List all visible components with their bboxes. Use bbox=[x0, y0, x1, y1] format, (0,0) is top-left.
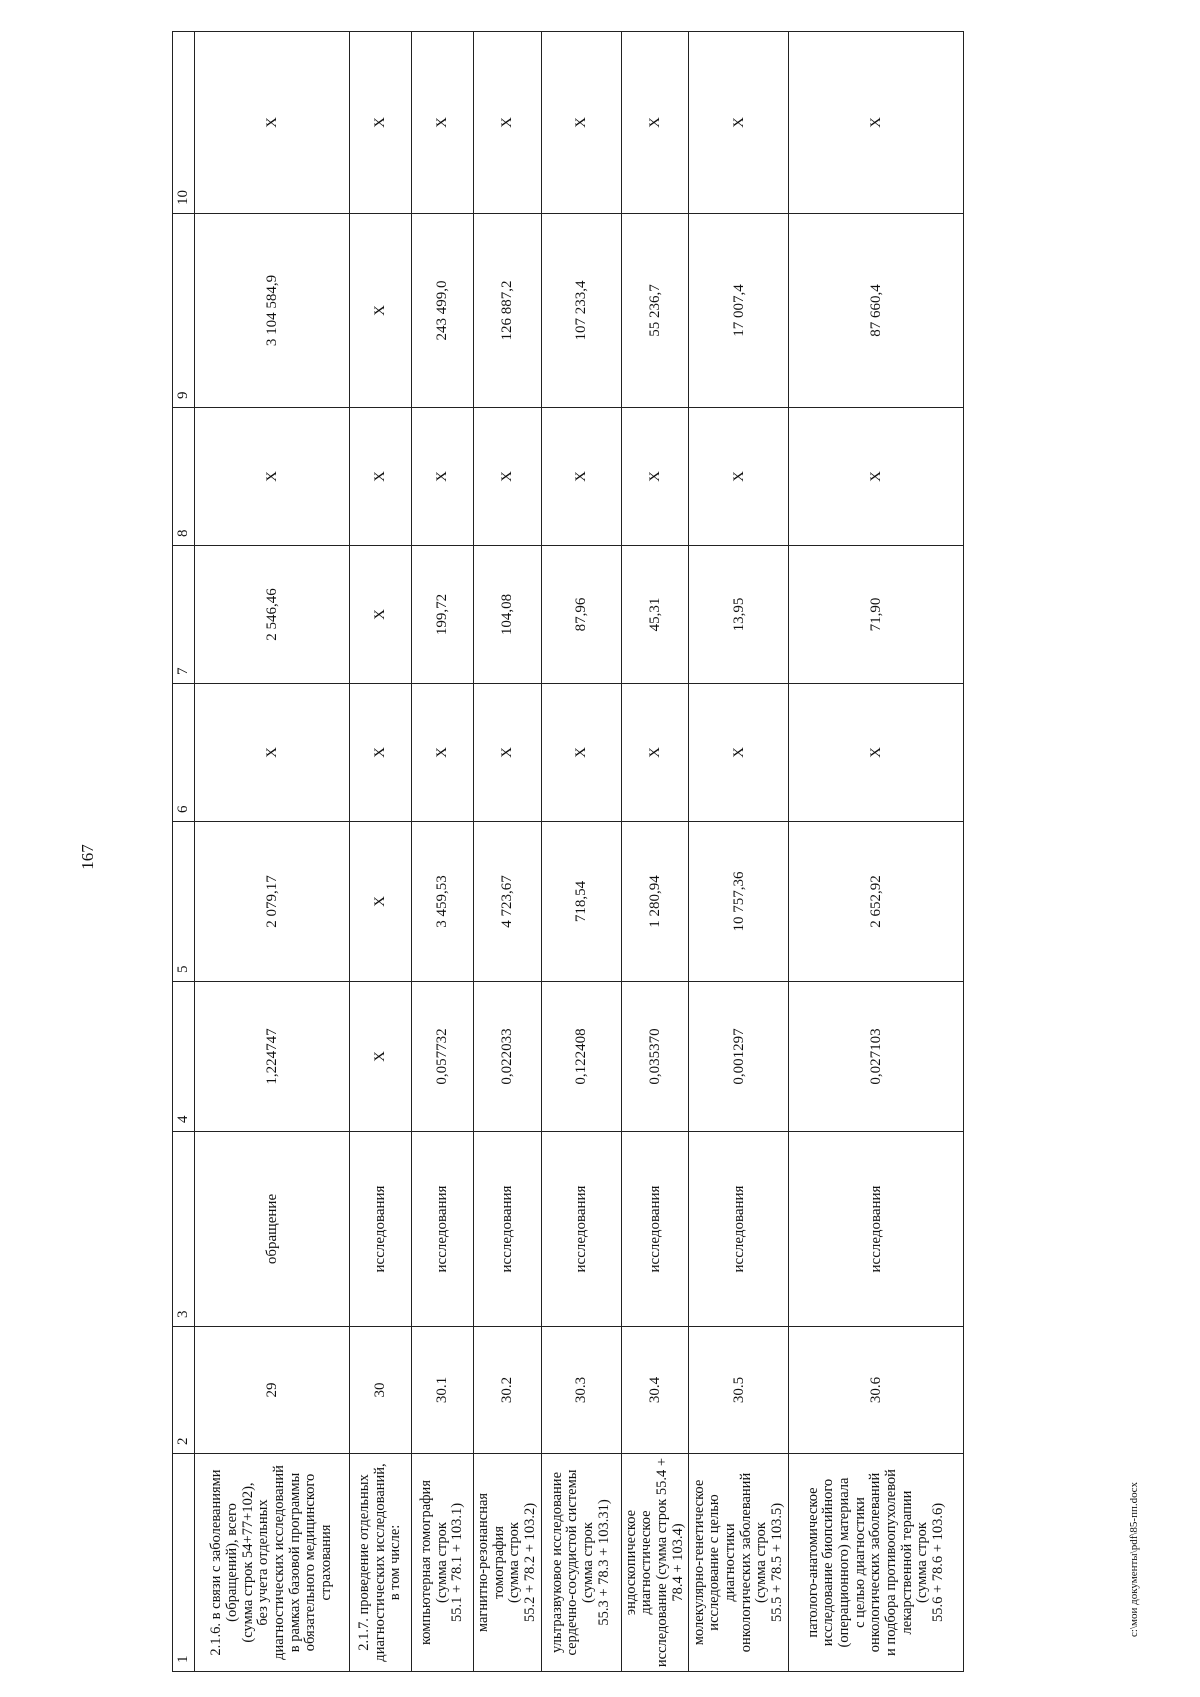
row-code: 30.4 bbox=[621, 1327, 689, 1454]
cell-col8: Х bbox=[350, 408, 412, 546]
table-row bbox=[689, 32, 789, 1672]
row-description: патолого-анатомическое исследование биопсийного (операционного) материала с целью диагностики онкологических заболеваний и подбора противоопухолевой лекарственной терапии (сумма строк 55.6 + 78.6 + 103.6) bbox=[789, 1454, 964, 1672]
row-code: 30.1 bbox=[412, 1327, 474, 1454]
cell-col4: 0,022033 bbox=[474, 982, 542, 1132]
row-code: 30.6 bbox=[789, 1327, 964, 1454]
column-number: 9 bbox=[173, 214, 195, 408]
cell-col6: Х bbox=[541, 684, 621, 822]
row-description: 2.1.7. проведение отдельных диагностических исследований, в том числе: bbox=[350, 1454, 412, 1672]
cell-col6: Х bbox=[195, 684, 350, 822]
cell-col4: 1,224747 bbox=[195, 982, 350, 1132]
cell-col9: 55 236,7 bbox=[621, 214, 689, 408]
cell-col9: 87 660,4 bbox=[789, 214, 964, 408]
cell-col10: Х bbox=[474, 32, 542, 214]
cell-col5: Х bbox=[350, 822, 412, 982]
cell-col7: 87,96 bbox=[541, 546, 621, 684]
column-number: 8 bbox=[173, 408, 195, 546]
cell-col10: Х bbox=[350, 32, 412, 214]
cell-col6: Х bbox=[350, 684, 412, 822]
cell-col8: Х bbox=[541, 408, 621, 546]
cell-col8: Х bbox=[689, 408, 789, 546]
column-number: 6 bbox=[173, 684, 195, 822]
cell-col4: Х bbox=[350, 982, 412, 1132]
cell-col10: Х bbox=[195, 32, 350, 214]
table-row bbox=[474, 32, 542, 1672]
cell-col5: 1 280,94 bbox=[621, 822, 689, 982]
cell-col5: 718,54 bbox=[541, 822, 621, 982]
column-number: 7 bbox=[173, 546, 195, 684]
page-number: 167 bbox=[78, 844, 97, 870]
cell-col7: 45,31 bbox=[621, 546, 689, 684]
cell-col10: Х bbox=[541, 32, 621, 214]
row-unit: исследования bbox=[541, 1132, 621, 1327]
cell-col5: 2 079,17 bbox=[195, 822, 350, 982]
column-number: 10 bbox=[173, 32, 195, 214]
table-row bbox=[412, 32, 474, 1672]
cell-col5: 3 459,53 bbox=[412, 822, 474, 982]
row-description: магнитно-резонансная томография (сумма строк 55.2 + 78.2 + 103.2) bbox=[474, 1454, 542, 1672]
column-number-row bbox=[173, 32, 195, 1672]
row-code: 30 bbox=[350, 1327, 412, 1454]
row-description: ультразвуковое исследование сердечно-сосудистой системы (сумма строк 55.3 + 78.3 + 103.31) bbox=[541, 1454, 621, 1672]
cell-col6: Х bbox=[621, 684, 689, 822]
cell-col6: Х bbox=[689, 684, 789, 822]
cell-col6: Х bbox=[474, 684, 542, 822]
cell-col7: 104,08 bbox=[474, 546, 542, 684]
cell-col4: 0,057732 bbox=[412, 982, 474, 1132]
cell-col9: Х bbox=[350, 214, 412, 408]
column-number: 1 bbox=[173, 1454, 195, 1672]
cell-col7: 13,95 bbox=[689, 546, 789, 684]
cell-col7: 2 546,46 bbox=[195, 546, 350, 684]
cell-col4: 0,027103 bbox=[789, 982, 964, 1132]
cell-col5: 4 723,67 bbox=[474, 822, 542, 982]
cell-col9: 3 104 584,9 bbox=[195, 214, 350, 408]
cell-col4: 0,001297 bbox=[689, 982, 789, 1132]
cell-col5: 2 652,92 bbox=[789, 822, 964, 982]
table-row bbox=[195, 32, 350, 1672]
cell-col10: Х bbox=[689, 32, 789, 214]
row-unit: исследования bbox=[621, 1132, 689, 1327]
cell-col8: Х bbox=[621, 408, 689, 546]
row-unit: исследования bbox=[412, 1132, 474, 1327]
cell-col4: 0,122408 bbox=[541, 982, 621, 1132]
table-row bbox=[541, 32, 621, 1672]
cell-col8: Х bbox=[474, 408, 542, 546]
cell-col9: 17 007,4 bbox=[689, 214, 789, 408]
cell-col8: Х bbox=[412, 408, 474, 546]
cell-col6: Х bbox=[789, 684, 964, 822]
cell-col7: Х bbox=[350, 546, 412, 684]
footer-file-path: c:\мои документы\pdf\85-пп.docx bbox=[1128, 1481, 1140, 1637]
row-unit: исследования bbox=[350, 1132, 412, 1327]
column-number: 4 bbox=[173, 982, 195, 1132]
cell-col9: 107 233,4 bbox=[541, 214, 621, 408]
table-row bbox=[621, 32, 689, 1672]
cell-col8: Х bbox=[195, 408, 350, 546]
row-description: 2.1.6. в связи с заболеваниями (обращений), всего (сумма строк 54+77+102), без учета отдельных диагностических исследований в рамках базовой программы обязательного медицинского страхования bbox=[195, 1454, 350, 1672]
cell-col4: 0,035370 bbox=[621, 982, 689, 1132]
row-description: молекулярно-генетическое исследование с целью диагностики онкологических заболеваний (сумма строк 55.5 + 78.5 + 103.5) bbox=[689, 1454, 789, 1672]
row-code: 30.3 bbox=[541, 1327, 621, 1454]
row-code: 29 bbox=[195, 1327, 350, 1454]
table-row bbox=[789, 32, 964, 1672]
cell-col6: Х bbox=[412, 684, 474, 822]
row-unit: исследования bbox=[789, 1132, 964, 1327]
cell-col5: 10 757,36 bbox=[689, 822, 789, 982]
column-number: 2 bbox=[173, 1327, 195, 1454]
cell-col9: 126 887,2 bbox=[474, 214, 542, 408]
row-unit: обращение bbox=[195, 1132, 350, 1327]
cell-col10: Х bbox=[412, 32, 474, 214]
cell-col10: Х bbox=[621, 32, 689, 214]
cell-col7: 199,72 bbox=[412, 546, 474, 684]
column-number: 3 bbox=[173, 1132, 195, 1327]
cell-col8: Х bbox=[789, 408, 964, 546]
row-code: 30.5 bbox=[689, 1327, 789, 1454]
row-description: эндоскопическое диагностическое исследование (сумма строк 55.4 + 78.4 + 103.4) bbox=[621, 1454, 689, 1672]
cell-col10: Х bbox=[789, 32, 964, 214]
column-number: 5 bbox=[173, 822, 195, 982]
row-code: 30.2 bbox=[474, 1327, 542, 1454]
table-row bbox=[350, 32, 412, 1672]
row-description: компьютерная томография (сумма строк 55.1 + 78.1 + 103.1) bbox=[412, 1454, 474, 1672]
row-unit: исследования bbox=[474, 1132, 542, 1327]
cell-col7: 71,90 bbox=[789, 546, 964, 684]
data-table bbox=[172, 31, 964, 1672]
cell-col9: 243 499,0 bbox=[412, 214, 474, 408]
row-unit: исследования bbox=[689, 1132, 789, 1327]
